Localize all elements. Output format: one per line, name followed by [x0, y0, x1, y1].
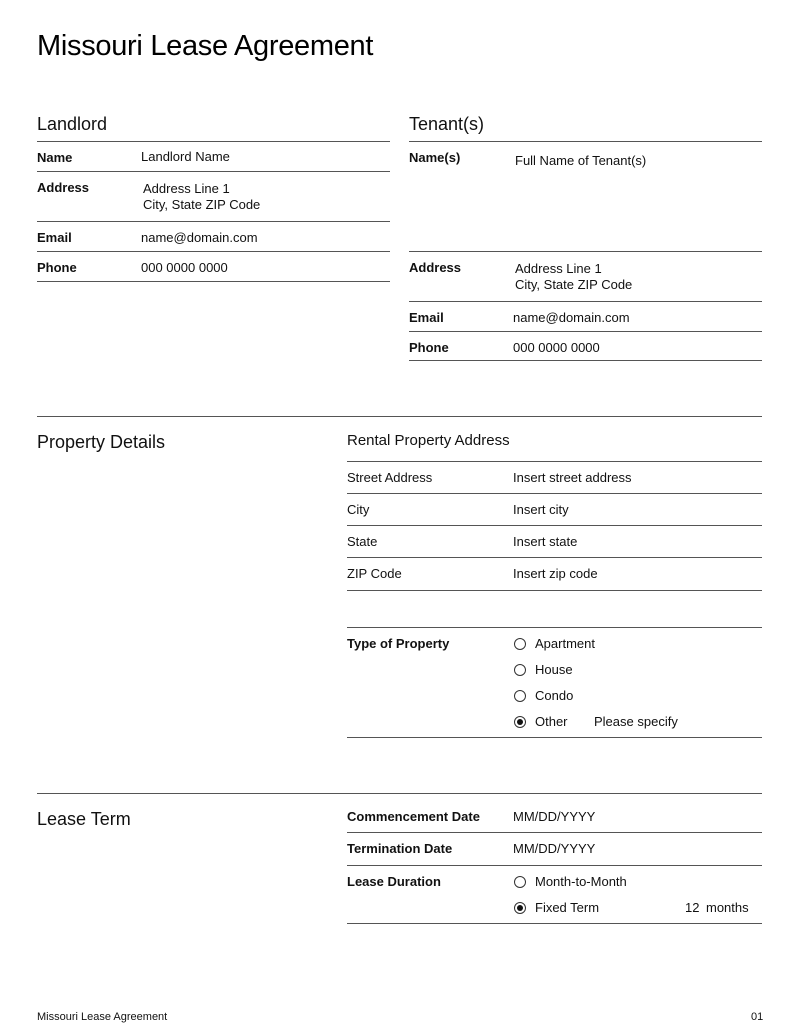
landlord-address-line2[interactable]: City, State ZIP Code: [143, 197, 261, 212]
divider: [347, 590, 762, 591]
tenant-address-line2[interactable]: City, State ZIP Code: [515, 277, 633, 292]
section-divider: [37, 793, 762, 794]
street-field[interactable]: Insert street address: [513, 470, 632, 485]
radio-apartment-label: Apartment: [535, 636, 595, 651]
radio-house-label: House: [535, 662, 573, 677]
radio-apartment[interactable]: [514, 638, 526, 650]
tenant-email-field[interactable]: name@domain.com: [513, 310, 630, 325]
lease-heading: Lease Term: [37, 809, 131, 829]
divider: [347, 923, 762, 924]
property-subheading: Rental Property Address: [347, 432, 510, 449]
divider: [409, 301, 762, 302]
zip-field[interactable]: Insert zip code: [513, 566, 598, 581]
landlord-phone-label: Phone: [37, 260, 77, 275]
radio-fixed-term-label: Fixed Term: [535, 900, 600, 915]
radio-condo[interactable]: [514, 690, 526, 702]
divider: [409, 141, 762, 142]
landlord-heading: Landlord: [37, 114, 108, 134]
street-label: Street Address: [347, 470, 433, 485]
state-label: State: [347, 534, 378, 549]
commencement-label: Commencement Date: [347, 809, 480, 824]
radio-other[interactable]: [514, 716, 526, 728]
landlord-address-line1[interactable]: Address Line 1: [143, 181, 230, 196]
tenant-phone-label: Phone: [409, 340, 449, 355]
divider: [347, 832, 762, 833]
divider: [347, 627, 762, 628]
fixed-term-unit: months: [706, 900, 749, 915]
landlord-name-field[interactable]: Landlord Name: [141, 149, 230, 164]
landlord-name-label: Name: [37, 150, 73, 165]
section-divider: [37, 416, 762, 417]
page-title: Missouri Lease Agreement: [37, 30, 374, 62]
other-specify-field[interactable]: Please specify: [594, 714, 678, 729]
tenant-names-label: Name(s): [409, 150, 461, 165]
city-label: City: [347, 502, 370, 517]
divider: [37, 281, 390, 282]
state-field[interactable]: Insert state: [513, 534, 578, 549]
property-type-label: Type of Property: [347, 636, 450, 651]
divider: [347, 461, 762, 462]
tenant-phone-field[interactable]: 000 0000 0000: [513, 340, 600, 355]
termination-label: Termination Date: [347, 841, 453, 856]
footer-doc-name: Missouri Lease Agreement: [37, 1011, 168, 1023]
commencement-field[interactable]: MM/DD/YYYY: [513, 809, 596, 824]
landlord-email-field[interactable]: name@domain.com: [141, 230, 258, 245]
duration-label: Lease Duration: [347, 874, 441, 889]
tenant-address-line1[interactable]: Address Line 1: [515, 261, 602, 276]
divider: [347, 493, 762, 494]
divider: [409, 251, 762, 252]
tenant-email-label: Email: [409, 310, 444, 325]
radio-condo-label: Condo: [535, 688, 574, 703]
divider: [409, 331, 762, 332]
radio-month-to-month[interactable]: [514, 876, 526, 888]
termination-field[interactable]: MM/DD/YYYY: [513, 841, 596, 856]
radio-fixed-term[interactable]: [514, 902, 526, 914]
fixed-term-count-field[interactable]: 12: [685, 900, 700, 915]
divider: [347, 557, 762, 558]
landlord-email-label: Email: [37, 230, 72, 245]
tenant-heading: Tenant(s): [409, 114, 485, 134]
divider: [37, 221, 390, 222]
divider: [37, 251, 390, 252]
divider: [347, 525, 762, 526]
divider: [37, 141, 390, 142]
zip-label: ZIP Code: [347, 566, 402, 581]
landlord-address-label: Address: [37, 180, 90, 195]
footer-page-number: 01: [751, 1011, 764, 1023]
city-field[interactable]: Insert city: [513, 502, 569, 517]
divider: [347, 865, 762, 866]
radio-month-to-month-label: Month-to-Month: [535, 874, 627, 889]
radio-house[interactable]: [514, 664, 526, 676]
tenant-names-field[interactable]: Full Name of Tenant(s): [515, 153, 647, 168]
divider: [347, 737, 762, 738]
radio-other-label: Other: [535, 714, 568, 729]
tenant-address-label: Address: [409, 260, 462, 275]
landlord-phone-field[interactable]: 000 0000 0000: [141, 260, 228, 275]
divider: [37, 171, 390, 172]
property-heading: Property Details: [37, 432, 166, 452]
divider: [409, 360, 762, 361]
